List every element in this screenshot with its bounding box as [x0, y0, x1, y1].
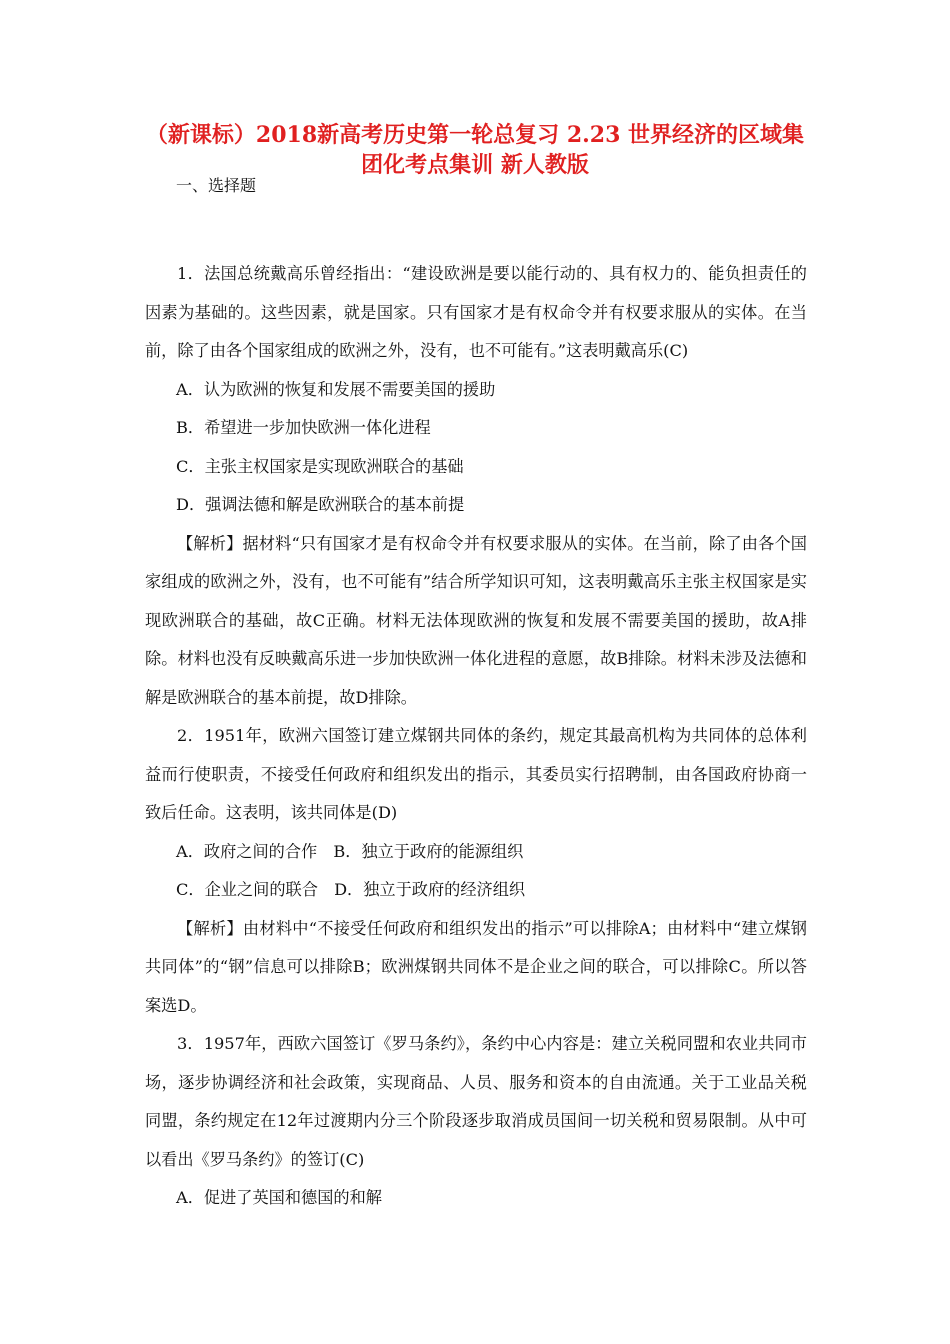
title-line-1: （新课标）2018新高考历史第一轮总复习 2.23 世界经济的区域集	[145, 122, 805, 148]
question-2-options-cd: C．企业之间的联合 D．独立于政府的经济组织	[176, 880, 526, 899]
question-1-option-b: B．希望进一步加快欧洲一体化进程	[176, 418, 431, 437]
question-2-stem: 2．1951年，欧洲六国签订建立煤钢共同体的条约，规定其最高机构为共同体的总体利益而行使职责，不接受任何政府和组织发出的指示，其委员实行招聘制，由各国政府协商一致后任命。这表明，该共同体是(D)	[145, 726, 807, 822]
section-heading: 一、选择题	[176, 176, 257, 195]
question-3-option-a: A．促进了英国和德国的和解	[176, 1188, 382, 1207]
question-3-stem: 3．1957年，西欧六国签订《罗马条约》，条约中心内容是：建立关税同盟和农业共同市场，逐步协调经济和社会政策，实现商品、人员、服务和资本的自由流通。关于工业品关税同盟，条约规定在12年过渡期内分三个阶段逐步取消成员国间一切关税和贸易限制。从中可以看出《罗马条约》的签订(C)	[145, 1034, 807, 1169]
question-1-analysis: 【解析】据材料“只有国家才是有权命令并有权要求服从的实体。在当前，除了由各个国家组成的欧洲之外，没有，也不可能有”结合所学知识可知，这表明戴高乐主张主权国家是实现欧洲联合的基础，故C正确。材料无法体现欧洲的恢复和发展不需要美国的援助，故A排除。材料也没有反映戴高乐进一步加快欧洲一体化进程的意愿，故B排除。材料未涉及法德和解是欧洲联合的基本前提，故D排除。	[145, 533, 807, 707]
question-1-option-c: C．主张主权国家是实现欧洲联合的基础	[176, 456, 464, 476]
question-2-analysis: 【解析】由材料中“不接受任何政府和组织发出的指示”可以排除A；由材料中“建立煤钢共同体”的“钢”信息可以排除B；欧洲煤钢共同体不是企业之间的联合，可以排除C。所以答案选D。	[145, 918, 807, 1015]
title-line-2: 团化考点集训 新人教版	[361, 152, 589, 178]
question-1-option-d: D．强调法德和解是欧洲联合的基本前提	[176, 495, 465, 514]
question-1-stem: 1．法国总统戴高乐曾经指出：“建设欧洲是要以能行动的、具有权力的、能负担责任的因素为基础的。这些因素，就是国家。只有国家才是有权命令并有权要求服从的实体。在当前，除了由各个国家组成的欧洲之外，没有，也不可能有。”这表明戴高乐(C)	[145, 264, 807, 360]
question-2-options-ab: A．政府之间的合作 B．独立于政府的能源组织	[176, 841, 524, 861]
question-list	[145, 255, 807, 1218]
question-1-option-a: A．认为欧洲的恢复和发展不需要美国的援助	[176, 379, 496, 399]
document-title	[140, 120, 810, 180]
